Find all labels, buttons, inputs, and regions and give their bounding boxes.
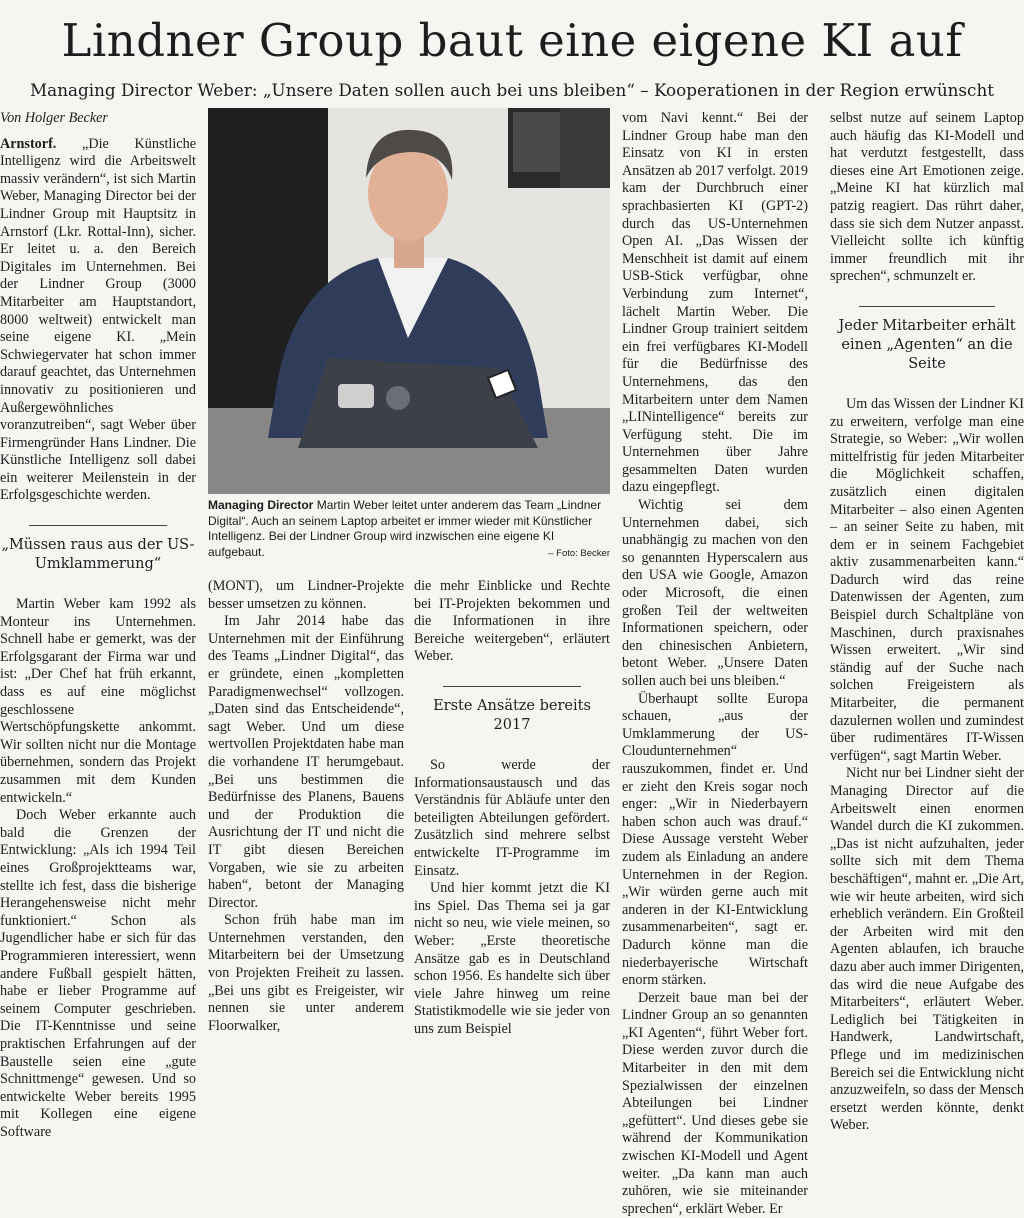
photo-man-with-laptop: [208, 108, 610, 494]
paragraph: [0, 136, 196, 505]
paragraph: Schon früh habe man im Unternehmen verstanden, den Mitarbeitern bei der Umsetzung von Projekten Freiheit zu lassen. „Bei uns gibt es Freigeister, wir nennen sie unter anderem Floorwalker,: [208, 912, 404, 1034]
paragraph: Martin Weber kam 1992 als Monteur ins Unternehmen. Schnell habe er gemerkt, was der Erfolgsgarant der Firma war und ist: „Der Chef hat früh erkannt, dass es auf eine möglichst geschlossene Wertschöpfungskette ankommt. Wir sollten nicht nur die Montage übernehmen, sondern das Projekt zusammen mit dem Kunden entwickeln.“: [0, 596, 196, 806]
article-headline: Lindner Group baut eine eigene KI auf: [61, 14, 963, 67]
article-column-1: [0, 110, 196, 1140]
article-column-2: [208, 578, 404, 1034]
intertitle-text: Erste Ansätze bereits 2017: [433, 697, 591, 733]
article-column-3: [414, 578, 610, 1037]
paragraph-text: „Die Künstliche Intelligenz wird die Arbeitswelt massiv verändern“, ist sich Martin Weber, Managing Director bei der Lindner Group mit Hauptsitz in Arnstorf (Lkr. Rottal-Inn), sicher. Er leitet u. a. den Bereich Digitales im Unternehmen. Bei der Lindner Group (3000 Mitarbeiter am Hauptstandort, 8000 weltweit) entwickelt man seine eigene KI. „Mein Schwiegervater hat schon immer darauf geachtet, das Unternehmen innovativ zu positionieren und Außergewöhnliches voranzutreiben“, sagt Weber über Firmengründer Hans Lindner. Die Künstliche Intelligenz soll dabei ein weiterer Meilenstein in der Erfolgsgeschichte werden.: [0, 135, 196, 504]
divider: [859, 306, 995, 307]
article-photo: [208, 108, 610, 494]
paragraph: die mehr Einblicke und Rechte bei IT-Projekten bekommen und die Informationen in ihre Bereiche weitergeben“, erläutert Weber.: [414, 578, 610, 665]
paragraph: Nicht nur bei Lindner sieht der Managing Director auf die Arbeitswelt einen enormen Wandel durch die KI zukommen. „Das ist nicht aufzuhalten, jeder sollte sich mit dem Thema beschäftigen“, mahnt er. „Die Art, wie wir heute arbeiten, wird sich erheblich verändern. Ein Großteil der Arbeiten wird mit den Agenten ablaufen, ich brauche dazu aber auch immer Dirigenten, das wird die neue Aufgabe des Mitarbeiters“, erläutert Weber. Lediglich bei Tätigkeiten in Handwerk, Landwirtschaft, Pflege und im medizinischen Bereich sei die Entwicklung nicht anzuzweifeln, so dass der Mensch ersetzt werden könnte, denkt Weber.: [830, 765, 1024, 1134]
article-column-5: [830, 110, 1024, 1134]
intertitle-text: Jeder Mitarbeiter erhält einen „Agenten“ an die Seite: [838, 317, 1016, 372]
caption-text: Martin Weber leitet unter anderem das Team „Lindner Digital“. Auch an seinem Laptop arbeitet er immer wieder mit Künstlicher Intelligenz. Bei der Lindner Group wird inzwischen eine eigene KI aufgebaut.: [208, 498, 602, 559]
paragraph: Wichtig sei dem Unternehmen dabei, sich unabhängig zu machen von den so genannten Hyperscalern aus den USA wie Google, Amazon oder Microsoft, die einen großen Teil der weltweiten Informationen speichern, oder den chinesischen Anbietern, betont Weber. „Unsere Daten sollen auch bei uns bleiben.“: [622, 497, 808, 689]
photo-credit: – Foto: Becker: [548, 548, 610, 560]
divider: [29, 525, 166, 526]
paragraph: Und hier kommt jetzt die KI ins Spiel. Das Thema sei ja gar nicht so neu, wie viele meinen, so Weber: „Erste theoretische Ansätze gab es in Deutschland schon 1956. Es handelte sich über viele Jahre hinweg um reine Statistikmodelle wie sie jeder von uns zum Beispiel: [414, 880, 610, 1037]
divider: [443, 686, 580, 687]
photo-caption: [208, 498, 610, 562]
intertitle-text: „Müssen raus aus der US-Umklammerung“: [1, 537, 195, 573]
dateline: Arnstorf.: [0, 135, 57, 152]
intertitle: [830, 294, 1024, 386]
paragraph: Im Jahr 2014 habe das Unternehmen mit der Einführung des Teams „Lindner Digital“, das er gründete, einen „kompletten Paradigmenwechsel“ vollzogen. „Daten sind das Entscheidende“, sagt Weber. Und um diese wertvollen Projektdaten habe man die vorhandene IT herumgebaut. „Bei uns bestimmen die Bedürfnisse des Planens, Bauens und der Produktion die Ausrichtung der IT und nicht die IT gibt diesen Bereichen Vorgaben, wie sie zu arbeiten haben“, betont der Managing Director.: [208, 613, 404, 911]
paragraph: Überhaupt sollte Europa schauen, „aus der Umklammerung der US-Cloudunternehmen“ rauszukommen, findet er. Und er zieht den Kreis sogar noch enger: „Wir in Niederbayern haben schon auch was drauf.“ Diese Aussage versteht Weber zudem als Einladung an andere Unternehmen in der Region. „Wir würden gerne auch mit anderen in der KI-Entwicklung zusammenarbeiten“, sagt er. Dadurch könne man die niederbayerische Wirtschaft enorm stärken.: [622, 690, 808, 989]
paragraph: Derzeit baue man bei der Lindner Group an so genannten „KI Agenten“, führt Weber fort. Diese werden zuvor durch die Mitarbeiter in den mit dem Spezialwissen der einzelnen Abteilungen bei Lindner „gefüttert“. Und dieses gebe sie während der Kommunikation zwischen KI-Modell und Agent weiter. „Da kann man auch zuhören, wie sie miteinander sprechen“, erklärt Weber. Er: [622, 989, 808, 1217]
intertitle: [414, 674, 610, 747]
paragraph: Um das Wissen der Lindner KI zu erweitern, verfolge man eine Strategie, so Weber: „Wir wollen mittelfristig für jeden Mitarbeiter die Möglichkeit schaffen, zusätzlich einen digitalen Mitarbeiter – also einen Agenten – an seiner Seite zu haben, mit dem er in seinem Fachgebiet aktiv zusammenarbeiten kann.“ Dadurch wird das reine Datenwissen der Agenten, zum Beispiel durch Schaltpläne von Maschinen, durch praxisnahes Wissen erweitert. „Wir sind ständig auf der Suche nach solchen Freigeistern als Mitarbeiter, die permanent dazulernen wollen und zumindest über rudimentäres IT-Wissen verfügen“, sagt Martin Weber.: [830, 395, 1024, 764]
paragraph: Doch Weber erkannte auch bald die Grenzen der Entwicklung: „Als ich 1994 Teil eines Großprojektteams war, stellte ich fest, dass die bisherige Herangehensweise nicht mehr funktioniert.“ Schon als Jugendlicher habe er sich für das Programmieren interessiert, wenn andere Fußball gespielt hätten, habe er lieber Programme auf seinem Computer geschrieben. Die IT-Kenntnisse und seine praktischen Erfahrungen auf der Baustelle seien eine „gute Schnittmenge“ gewesen. Und so entwickelte Weber bereits 1995 mit Kollegen eine eigene Software: [0, 807, 196, 1140]
intertitle: [0, 513, 196, 586]
article-subhead: Managing Director Weber: „Unsere Daten sollen auch bei uns bleiben“ – Kooperationen in der Region erwünscht: [30, 80, 994, 100]
caption-lead: Managing Director: [208, 498, 314, 512]
paragraph: So werde der Informationsaustausch und das Verständnis für Abläufe unter den beteiligten Abteilungen gefördert. Zusätzlich sind mehrere selbst entwickelte IT-Programme im Einsatz.: [414, 756, 610, 879]
paragraph: (MONT), um Lindner-Projekte besser umsetzen zu können.: [208, 578, 404, 612]
article-column-4: [622, 110, 808, 1217]
paragraph: selbst nutze auf seinem Laptop auch häufig das KI-Modell und hat verdutzt festgestellt, dass dieses eine Art Emotionen zeige. „Meine KI hat kürzlich mal patzig reagiert. Das rührt daher, dass sie sich dem Nutzer anpasst. Vielleicht sollte ich künftig immer freundlich mit ihr sprechen“, schmunzelt er.: [830, 110, 1024, 285]
byline: Von Holger Becker: [0, 110, 108, 126]
paragraph: vom Navi kennt.“ Bei der Lindner Group habe man den Einsatz von KI in ersten Ansätzen ab 2017 verfolgt. 2019 kam der Durchbruch einer sprachbasierten KI (GPT-2) durch das US-Unternehmen Open AI. „Das Wissen der Menschheit ist damit auf einem USB-Stick verfügbar, ohne Verbindung zum Internet“, lächelt Martin Weber. Die Lindner Group trainiert seitdem ein frei verfügbares KI-Modell für die Bedürfnisse des Unternehmens, das den Mitarbeitern unter dem Namen „LINintelligence“ bereits zur Verfügung steht. Die im Unternehmen über Jahre gesammelten Daten wurden dazu eingepflegt.: [622, 110, 808, 496]
